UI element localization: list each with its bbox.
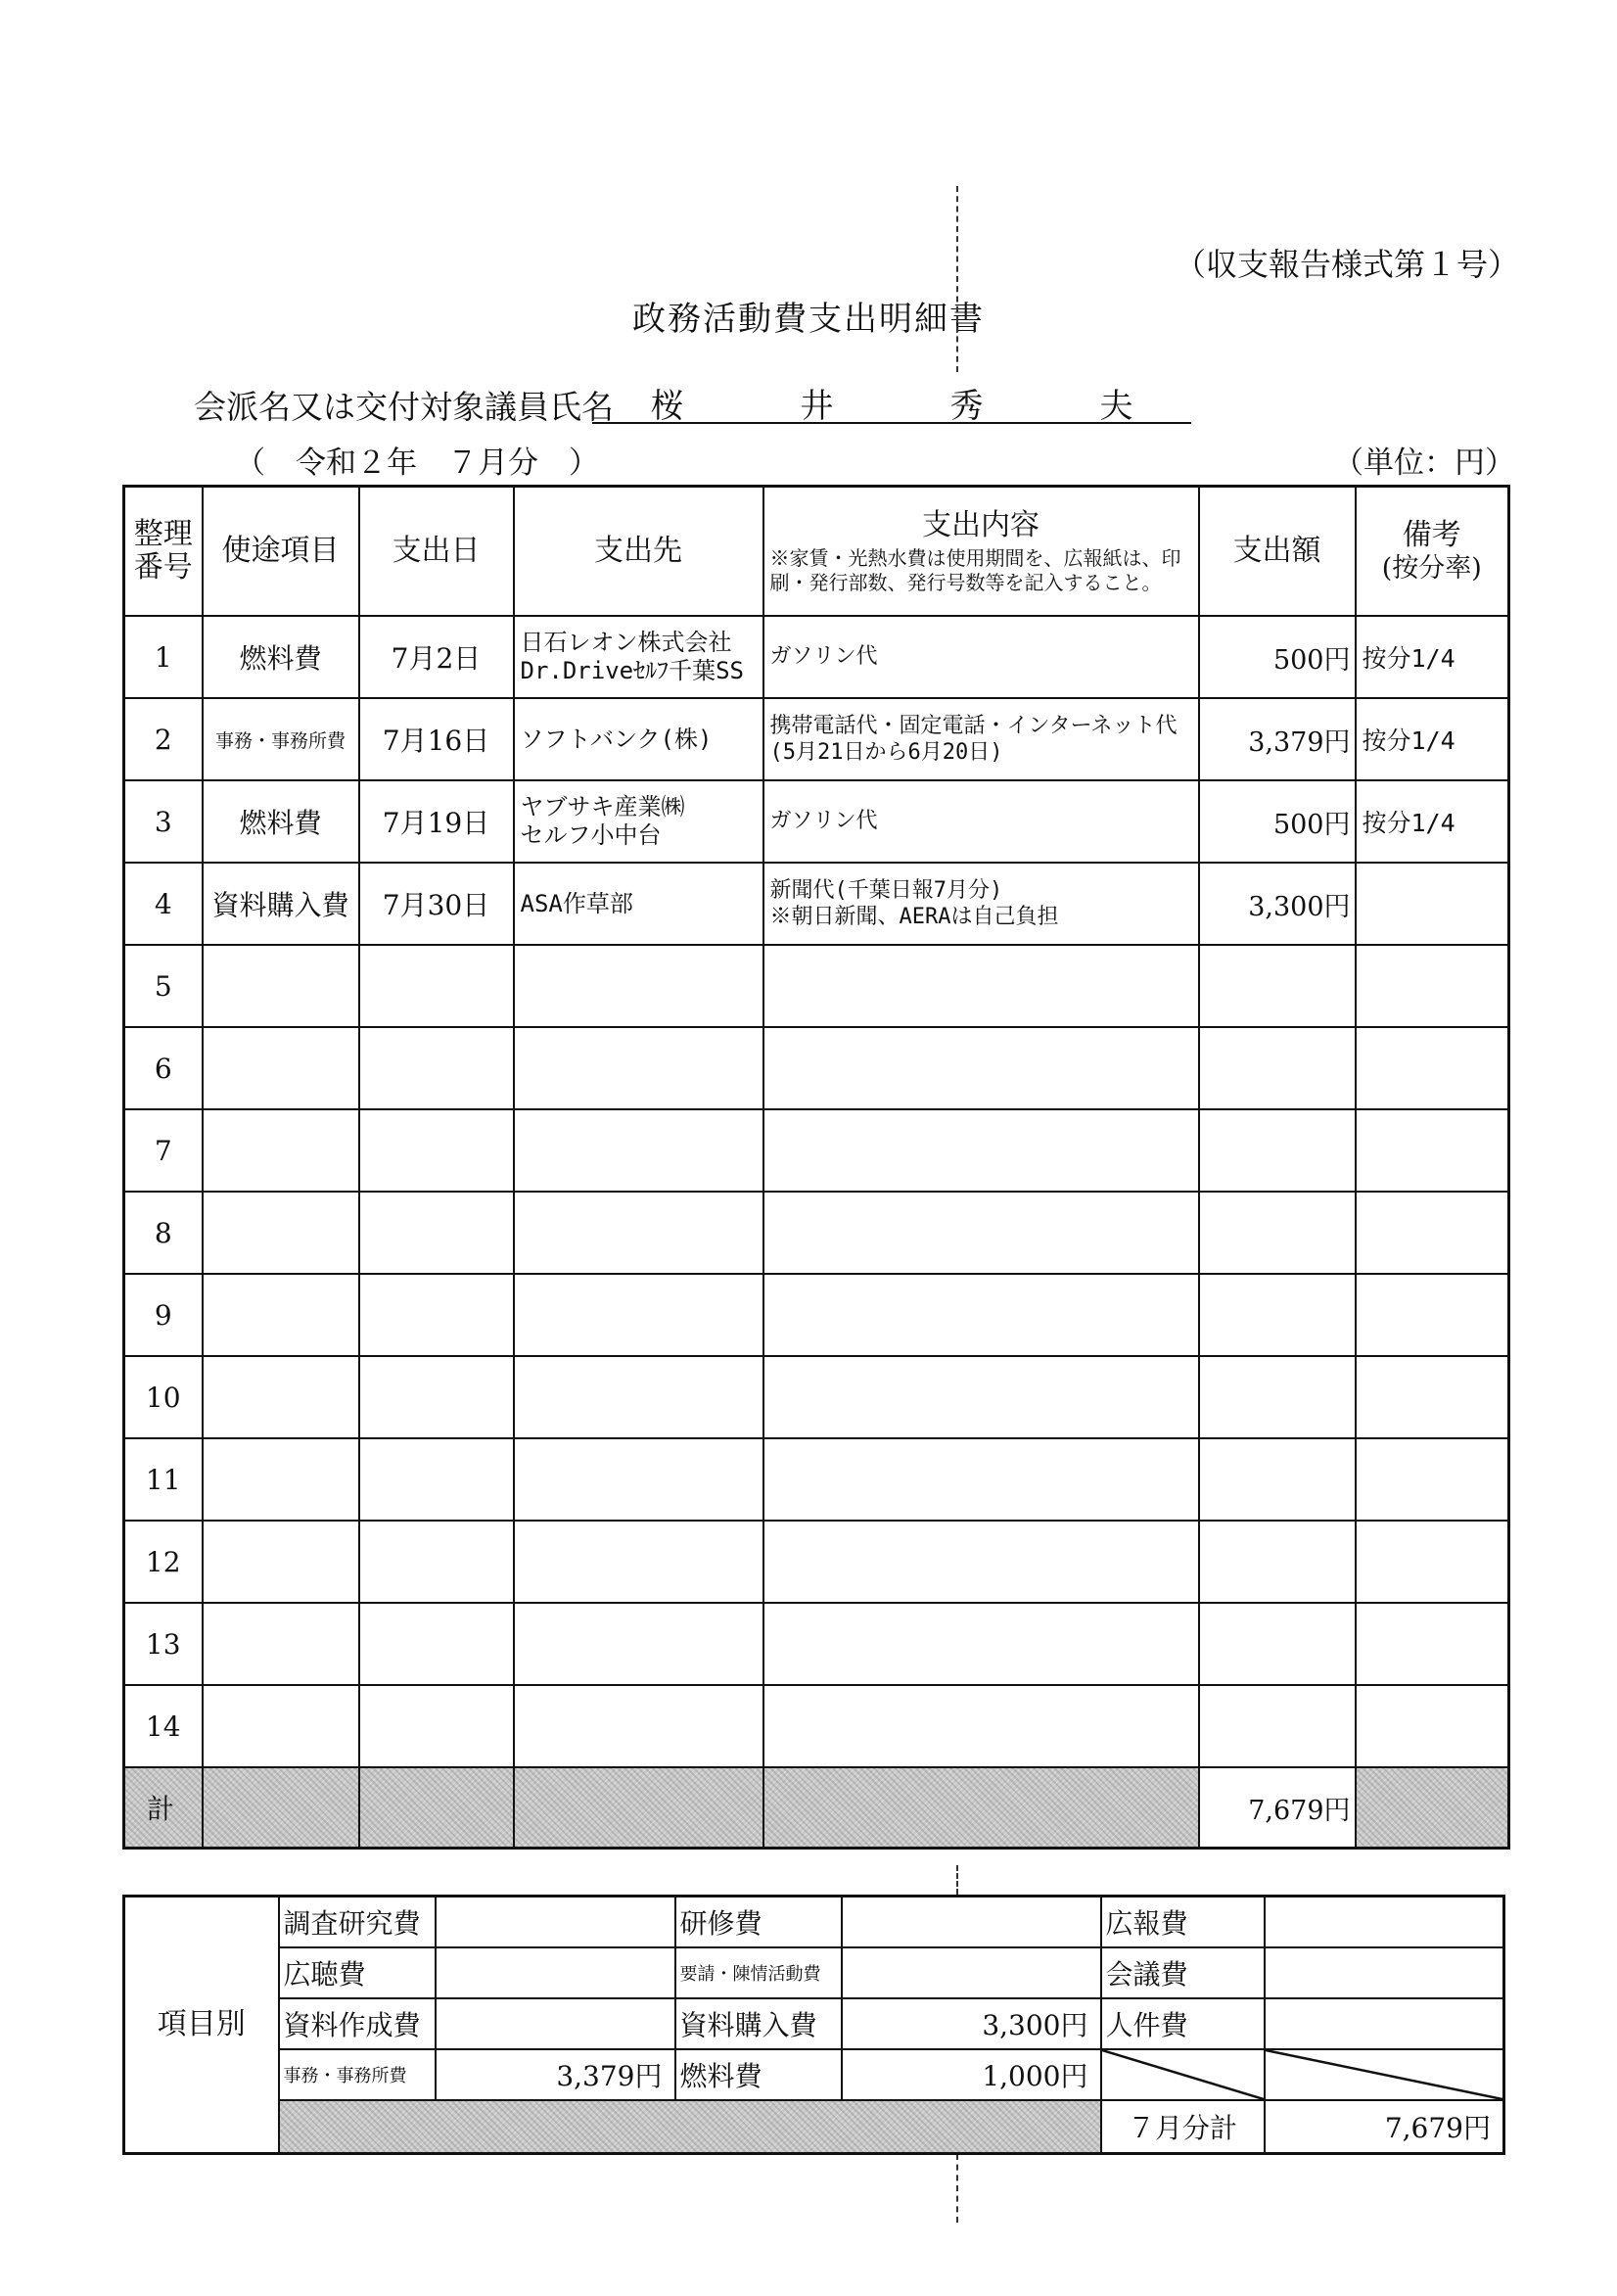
member-name-char: 秀 — [949, 387, 984, 426]
header-amount: 支出額 — [1199, 487, 1356, 617]
header-date: 支出日 — [359, 487, 514, 617]
row-number: 6 — [124, 1027, 203, 1109]
row-payee — [514, 1356, 763, 1438]
table-row — [124, 698, 1509, 780]
row-amount — [1199, 1438, 1356, 1521]
summary-label-petition: 要請・陳情活動費 — [675, 1947, 842, 1998]
row-content: 携帯電話代・固定電話・インターネット代 (5月21日から6月20日) — [763, 698, 1199, 780]
row-number: 13 — [124, 1603, 203, 1685]
shaded-cell — [279, 2100, 1101, 2154]
category-summary-table — [122, 1895, 1505, 2155]
shaded-cell — [763, 1767, 1199, 1849]
fold-line — [956, 2154, 958, 2223]
row-content: ガソリン代 — [763, 616, 1199, 698]
total-amount: 7,679円 — [1199, 1767, 1356, 1849]
row-content — [763, 1603, 1199, 1685]
row-amount — [1199, 1356, 1356, 1438]
total-label: 計 — [124, 1767, 203, 1849]
row-content: ガソリン代 — [763, 780, 1199, 863]
reporting-period: （ 令和２年 ７月分 ） — [235, 445, 599, 481]
header-content-title: 支出内容 — [922, 508, 1040, 543]
row-payee: ASA作草部 — [514, 863, 763, 945]
row-category: 資料購入費 — [203, 863, 359, 945]
row-category — [203, 1192, 359, 1274]
summary-label-training: 研修費 — [675, 1897, 842, 1948]
row-amount — [1199, 1274, 1356, 1356]
summary-value-training — [842, 1897, 1101, 1948]
row-payee — [514, 1109, 763, 1192]
summary-value-fuel: 1,000円 — [842, 2049, 1101, 2100]
row-date: 7月16日 — [359, 698, 514, 780]
row-payee — [514, 1438, 763, 1521]
row-number: 12 — [124, 1521, 203, 1603]
row-amount — [1199, 1192, 1356, 1274]
table-row — [124, 1521, 1509, 1603]
row-number: 2 — [124, 698, 203, 780]
member-name-char: 井 — [800, 387, 834, 426]
row-content — [763, 1685, 1199, 1767]
row-date — [359, 945, 514, 1027]
summary-label-hearing: 広聴費 — [279, 1947, 436, 1998]
row-date: 7月19日 — [359, 780, 514, 863]
row-number: 1 — [124, 616, 203, 698]
row-category — [203, 1274, 359, 1356]
row-payee — [514, 1521, 763, 1603]
table-row — [124, 1685, 1509, 1767]
summary-value-materials-creation — [436, 1998, 675, 2049]
row-content — [763, 1109, 1199, 1192]
table-row — [124, 1356, 1509, 1438]
row-date — [359, 1027, 514, 1109]
row-content — [763, 1356, 1199, 1438]
summary-label-publicity: 広報費 — [1101, 1897, 1265, 1948]
row-remarks — [1356, 945, 1509, 1027]
summary-row — [124, 1947, 1504, 1998]
row-remarks — [1356, 1685, 1509, 1767]
row-remarks — [1356, 1438, 1509, 1521]
row-remarks: 按分1/4 — [1356, 698, 1509, 780]
row-amount: 3,379円 — [1199, 698, 1356, 780]
row-amount — [1199, 1109, 1356, 1192]
row-date — [359, 1438, 514, 1521]
table-header-row — [124, 487, 1509, 617]
row-remarks — [1356, 1603, 1509, 1685]
row-date — [359, 1274, 514, 1356]
summary-value-research — [436, 1897, 675, 1948]
header-number: 整理番号 — [124, 487, 203, 617]
summary-label-materials-creation: 資料作成費 — [279, 1998, 436, 2049]
month-total-value: 7,679円 — [1265, 2100, 1504, 2154]
row-payee — [514, 1603, 763, 1685]
table-row — [124, 1109, 1509, 1192]
row-category: 燃料費 — [203, 616, 359, 698]
summary-label-personnel: 人件費 — [1101, 1998, 1265, 2049]
shaded-cell — [203, 1767, 359, 1849]
form-number: （収支報告様式第１号） — [1175, 246, 1520, 283]
row-content — [763, 1027, 1199, 1109]
row-payee: 日石レオン株式会社 Dr.Driveｾﾙﾌ千葉SS — [514, 616, 763, 698]
row-number: 9 — [124, 1274, 203, 1356]
row-date — [359, 1192, 514, 1274]
currency-unit: （単位：円） — [1333, 445, 1515, 481]
table-row — [124, 1192, 1509, 1274]
summary-label-meeting: 会議費 — [1101, 1947, 1265, 1998]
row-payee — [514, 1192, 763, 1274]
row-content — [763, 1192, 1199, 1274]
summary-value-materials-purchase: 3,300円 — [842, 1998, 1101, 2049]
row-amount — [1199, 1521, 1356, 1603]
header-remarks-title: 備考 — [1402, 518, 1461, 553]
row-content — [763, 945, 1199, 1027]
row-date: 7月30日 — [359, 863, 514, 945]
shaded-cell — [1356, 1767, 1509, 1849]
row-amount — [1199, 1027, 1356, 1109]
summary-total-row — [124, 2100, 1504, 2154]
header-payee: 支出先 — [514, 487, 763, 617]
row-number: 3 — [124, 780, 203, 863]
member-label: 会派名又は交付対象議員氏名 — [194, 388, 614, 426]
row-category — [203, 1603, 359, 1685]
row-category — [203, 1356, 359, 1438]
row-remarks — [1356, 1027, 1509, 1109]
summary-label-materials-purchase: 資料購入費 — [675, 1998, 842, 2049]
row-remarks — [1356, 1521, 1509, 1603]
fold-line — [956, 1865, 958, 1895]
row-remarks — [1356, 863, 1509, 945]
row-number: 8 — [124, 1192, 203, 1274]
table-row — [124, 945, 1509, 1027]
header-remarks — [1356, 487, 1509, 617]
summary-label-fuel: 燃料費 — [675, 2049, 842, 2100]
table-row — [124, 1603, 1509, 1685]
table-row — [124, 1438, 1509, 1521]
crossed-cell — [1265, 2049, 1504, 2100]
shaded-cell — [514, 1767, 763, 1849]
row-payee — [514, 1274, 763, 1356]
summary-side-label: 項目別 — [124, 1897, 279, 2154]
row-date — [359, 1356, 514, 1438]
row-content — [763, 1521, 1199, 1603]
summary-label-office: 事務・事務所費 — [279, 2049, 436, 2100]
row-remarks — [1356, 1356, 1509, 1438]
member-name-char: 桜 — [650, 387, 684, 426]
row-remarks — [1356, 1109, 1509, 1192]
row-category — [203, 1521, 359, 1603]
table-row — [124, 863, 1509, 945]
table-row — [124, 780, 1509, 863]
summary-value-hearing — [436, 1947, 675, 1998]
row-category — [203, 1438, 359, 1521]
summary-value-office: 3,379円 — [436, 2049, 675, 2100]
row-number: 7 — [124, 1109, 203, 1192]
row-amount: 500円 — [1199, 780, 1356, 863]
row-amount — [1199, 1685, 1356, 1767]
summary-value-publicity — [1265, 1897, 1504, 1948]
summary-row — [124, 2049, 1504, 2100]
document-title: 政務活動費支出明細書 — [632, 300, 985, 339]
summary-row — [124, 1998, 1504, 2049]
row-payee — [514, 945, 763, 1027]
summary-label-research: 調査研究費 — [279, 1897, 436, 1948]
row-payee — [514, 1027, 763, 1109]
header-content — [763, 487, 1199, 617]
summary-value-petition — [842, 1947, 1101, 1998]
row-category — [203, 945, 359, 1027]
total-row — [124, 1767, 1509, 1849]
row-number: 11 — [124, 1438, 203, 1521]
row-remarks: 按分1/4 — [1356, 780, 1509, 863]
row-category: 燃料費 — [203, 780, 359, 863]
row-remarks — [1356, 1274, 1509, 1356]
crossed-cell — [1101, 2049, 1265, 2100]
header-remarks-sub: (按分率) — [1381, 552, 1482, 584]
row-payee: ソフトバンク(株) — [514, 698, 763, 780]
row-number: 5 — [124, 945, 203, 1027]
summary-value-personnel — [1265, 1998, 1504, 2049]
header-content-note: ※家賃・光熱水費は使用期間を、広報紙は、印刷・発行部数、発行号数等を記入すること。 — [769, 545, 1181, 594]
row-category — [203, 1109, 359, 1192]
table-row — [124, 1027, 1509, 1109]
member-name — [592, 379, 1191, 424]
table-row — [124, 1274, 1509, 1356]
month-total-label: ７月分計 — [1101, 2100, 1265, 2154]
row-number: 10 — [124, 1356, 203, 1438]
row-amount: 500円 — [1199, 616, 1356, 698]
member-name-char: 夫 — [1099, 387, 1133, 426]
row-amount — [1199, 1603, 1356, 1685]
summary-value-meeting — [1265, 1947, 1504, 1998]
expense-detail-table — [122, 485, 1510, 1850]
row-date — [359, 1109, 514, 1192]
row-category: 事務・事務所費 — [203, 698, 359, 780]
row-payee: ヤブサキ産業㈱ セルフ小中台 — [514, 780, 763, 863]
row-amount: 3,300円 — [1199, 863, 1356, 945]
row-remarks — [1356, 1192, 1509, 1274]
row-remarks: 按分1/4 — [1356, 616, 1509, 698]
summary-row — [124, 1897, 1504, 1948]
row-date — [359, 1685, 514, 1767]
row-content — [763, 1274, 1199, 1356]
fold-line — [956, 186, 958, 372]
shaded-cell — [359, 1767, 514, 1849]
row-date — [359, 1603, 514, 1685]
row-date — [359, 1521, 514, 1603]
table-row — [124, 616, 1509, 698]
row-number: 14 — [124, 1685, 203, 1767]
row-category — [203, 1027, 359, 1109]
row-payee — [514, 1685, 763, 1767]
row-content — [763, 1438, 1199, 1521]
row-content: 新聞代(千葉日報7月分) ※朝日新聞、AERAは自己負担 — [763, 863, 1199, 945]
row-number: 4 — [124, 863, 203, 945]
row-category — [203, 1685, 359, 1767]
header-category: 使途項目 — [203, 487, 359, 617]
row-date: 7月2日 — [359, 616, 514, 698]
row-amount — [1199, 945, 1356, 1027]
